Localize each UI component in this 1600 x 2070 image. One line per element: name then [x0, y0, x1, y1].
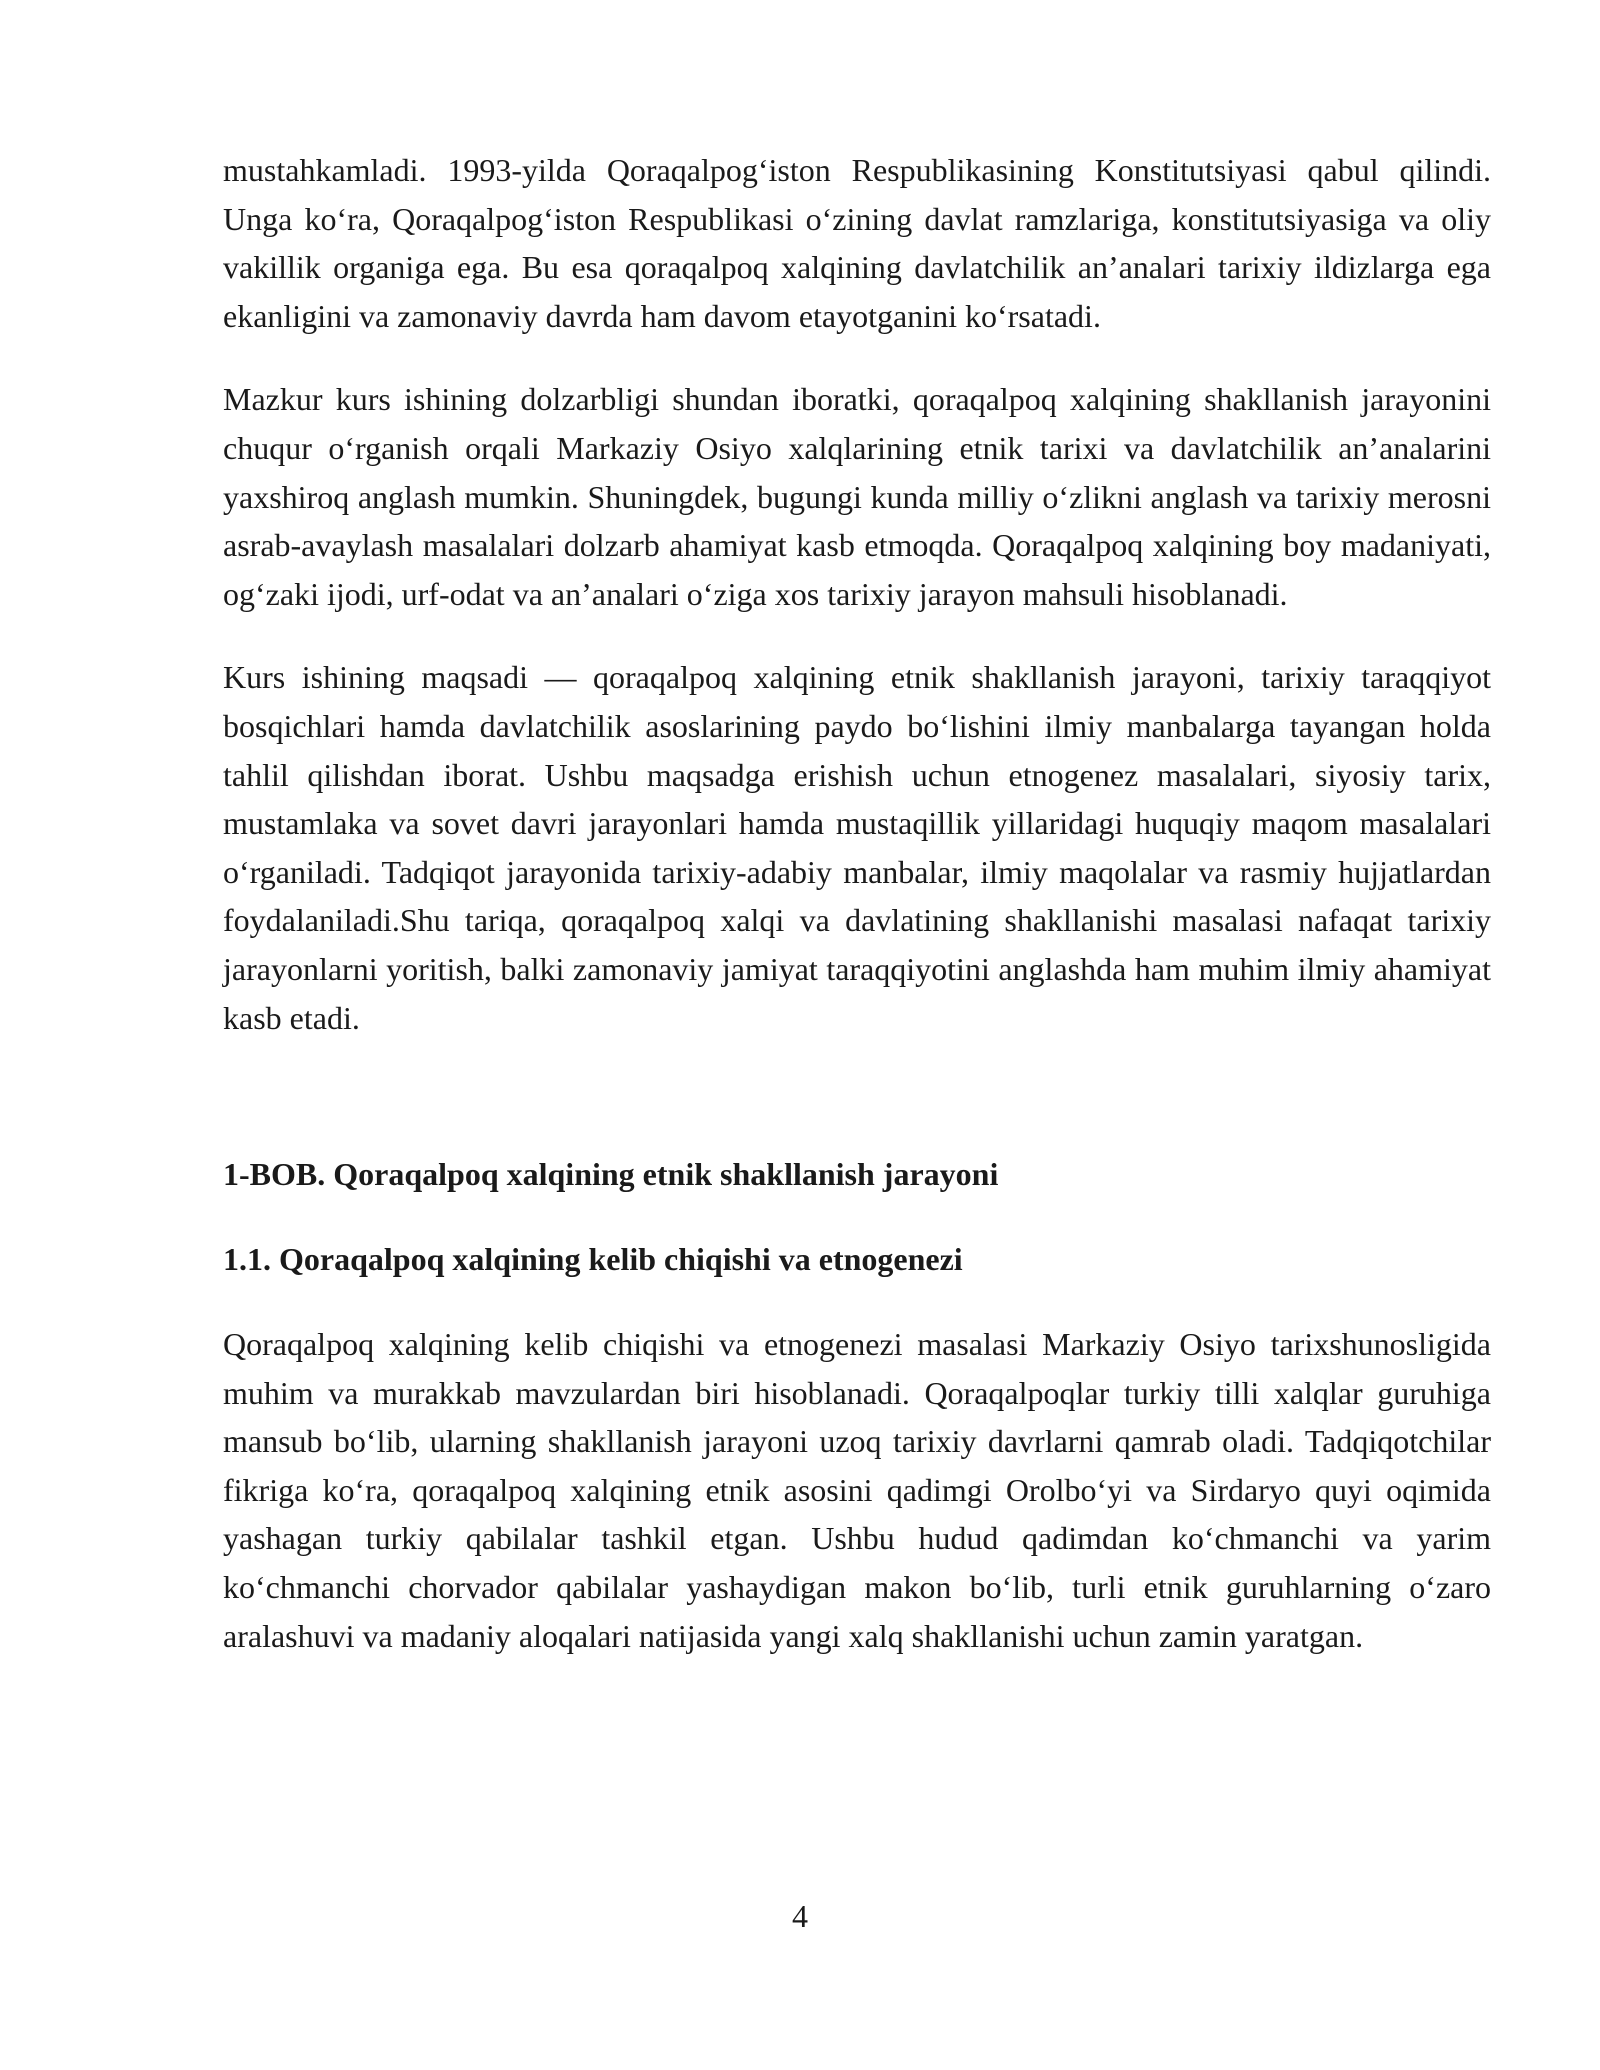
- document-page: [223, 146, 1491, 1660]
- paragraph-constitution: mustahkamladi. 1993-yilda Qoraqalpog‘iston Respublikasining Konstitutsiyasi qabul qilindi. Unga ko‘ra, Qoraqalpog‘iston Respublikasi o‘zining davlat ramzlariga, konstitutsiyasiga va oliy vakillik organiga ega. Bu esa qoraqalpoq xalqining davlatchilik an’analari tarixiy ildizlarga ega ekanligini va zamonaviy davrda ham davom etayotganini ko‘rsatadi.: [223, 152, 1491, 334]
- paragraph-purpose: Kurs ishining maqsadi — qoraqalpoq xalqining etnik shakllanish jarayoni, tarixiy taraqqiyot bosqichlari hamda davlatchilik asoslarining paydo bo‘lishini ilmiy manbalarga tayangan holda tahlil qilishdan iborat. Ushbu maqsadga erishish uchun etnogenez masalalari, siyosiy tarix, mustamlaka va sovet davri jarayonlari hamda mustaqillik yillaridagi huquqiy maqom masalalari o‘rganiladi. Tadqiqot jarayonida tarixiy-adabiy manbalar, ilmiy maqolalar va rasmiy hujjatlardan foydalaniladi.Shu tariqa, qoraqalpoq xalqi va davlatining shakllanishi masalasi nafaqat tarixiy jarayonlarni yoritish, balki zamonaviy jamiyat taraqqiyotini anglashda ham muhim ilmiy ahamiyat kasb etadi.: [223, 659, 1491, 1036]
- section-heading: 1.1. Qoraqalpoq xalqining kelib chiqishi va etnogenezi: [223, 1241, 963, 1278]
- paragraph-ethnogenesis: Qoraqalpoq xalqining kelib chiqishi va etnogenezi masalasi Markaziy Osiyo tarixshunosligida muhim va murakkab mavzulardan biri hisoblanadi. Qoraqalpoqlar turkiy tilli xalqlar guruhiga mansub bo‘lib, ularning shakllanish jarayoni uzoq tarixiy davrlarni qamrab oladi. Tadqiqotchilar fikriga ko‘ra, qoraqalpoq xalqining etnik asosini qadimgi Orolbo‘yi va Sirdaryo quyi oqimida yashagan turkiy qabilalar tashkil etgan. Ushbu hudud qadimdan ko‘chmanchi va yarim ko‘chmanchi chorvador qabilalar yashaydigan makon bo‘lib, turli etnik guruhlarning o‘zaro aralashuvi va madaniy aloqalari natijasida yangi xalq shakllanishi uchun zamin yaratgan.: [223, 1326, 1491, 1654]
- chapter-heading: 1-BOB. Qoraqalpoq xalqining etnik shakllanish jarayoni: [223, 1156, 999, 1193]
- page-number: 4: [792, 1898, 808, 1934]
- paragraph-relevance: Mazkur kurs ishining dolzarbligi shundan iboratki, qoraqalpoq xalqining shakllanish jarayonini chuqur o‘rganish orqali Markaziy Osiyo xalqlarining etnik tarixi va davlatchilik an’analarini yaxshiroq anglash mumkin. Shuningdek, bugungi kunda milliy o‘zlikni anglash va tarixiy merosni asrab-avaylash masalalari dolzarb ahamiyat kasb etmoqda. Qoraqalpoq xalqining boy madaniyati, og‘zaki ijodi, urf-odat va an’analari o‘ziga xos tarixiy jarayon mahsuli hisoblanadi.: [223, 381, 1491, 612]
